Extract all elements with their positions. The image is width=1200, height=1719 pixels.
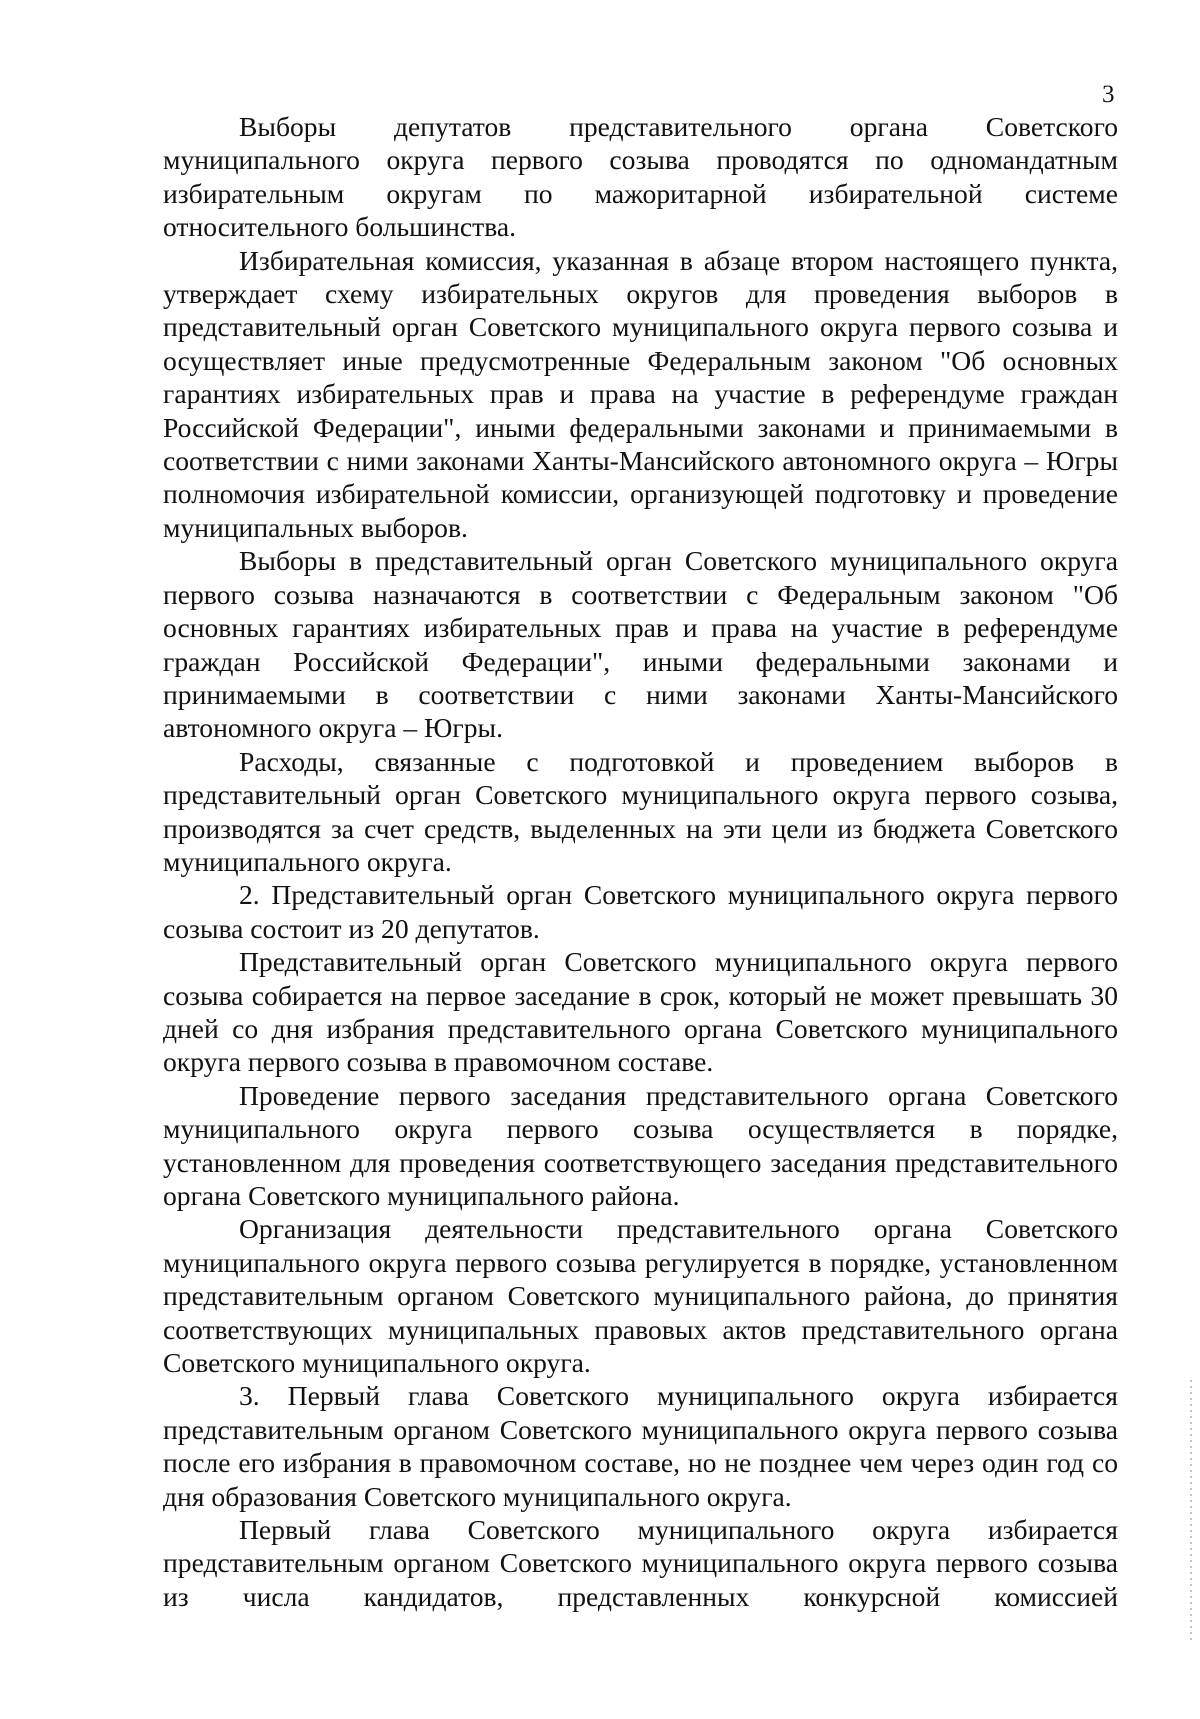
scan-edge-artifact [1190,1380,1192,1640]
paragraph: Выборы в представительный орган Советского муниципального округа первого созыва назначаются в соответствии с Федеральным законом "Об основных гарантиях избирательных прав и права на участие в референдуме граждан Российской Федерации", иными федеральными законами и принимаемыми в соответствии с ними законами Ханты-Мансийского автономного округа – Югры. [163,545,1118,744]
paragraph: Расходы, связанные с подготовкой и проведением выборов в представительный орган Советского муниципального округа первого созыва, производятся за счет средств, выделенных на эти цели из бюджета Советского муниципального округа. [163,745,1118,877]
paragraph: 2. Представительный орган Советского муниципального округа первого созыва состоит из 20 депутатов. [163,879,1118,944]
paragraph-last: Первый глава Советского муниципального округа избирается представительным органом Советского муниципального округа первого созыва из числа кандидатов, представленных конкурсной комиссией [163,1514,1118,1612]
paragraph: 3. Первый глава Советского муниципального округа избирается представительным органом Советского муниципального округа первого созыва после его избрания в правомочном составе, но не позднее чем через один год со дня образования Советского муниципального округа. [163,1380,1118,1512]
paragraph: Организация деятельности представительного органа Советского муниципального округа первого созыва регулируется в порядке, установленном представительным органом Советского муниципального района, до принятия соответствующих муниципальных правовых актов представительного органа Советского муниципального округа. [163,1213,1118,1379]
paragraph: Проведение первого заседания представительного органа Советского муниципального округа первого созыва осуществляется в порядке, установленном для проведения соответствующего заседания представительного органа Советского муниципального района. [163,1079,1118,1211]
paragraph: Выборы депутатов представительного органа Советского муниципального округа первого созыва проводятся по одномандатным избирательным округам по мажоритарной избирательной системе относительного большинства. [163,111,1118,243]
document-body [163,110,1118,1613]
paragraph: Представительный орган Советского муниципального округа первого созыва собирается на первое заседание в срок, который не может превышать 30 дней со дня избрания представительного органа Советского муниципального округа первого созыва в правомочном составе. [163,946,1118,1078]
paragraph: Избирательная комиссия, указанная в абзаце втором настоящего пункта, утверждает схему избирательных округов для проведения выборов в представительный орган Советского муниципального округа первого созыва и осуществляет иные предусмотренные Федеральным законом "Об основных гарантиях избирательных прав и права на участие в референдуме граждан Российской Федерации", иными федеральными законами и принимаемыми в соответствии с ними законами Ханты-Мансийского автономного округа – Югры полномочия избирательной комиссии, организующей подготовку и проведение муниципальных выборов. [163,244,1118,543]
page-number: 3 [1102,81,1115,108]
